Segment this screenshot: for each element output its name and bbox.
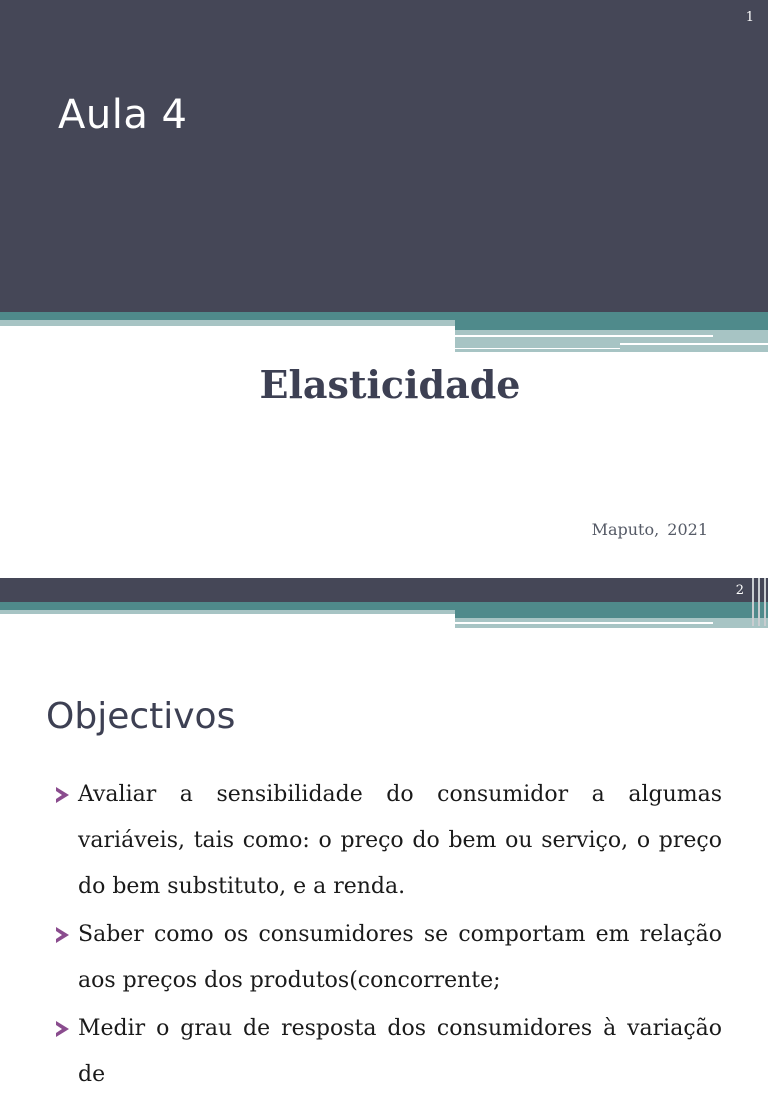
white-line-1 <box>455 622 713 624</box>
vertical-line-1 <box>752 578 754 626</box>
arrow-bullet-icon <box>56 927 69 943</box>
list-item-text: Medir o grau de resposta dos consumidores à variação de <box>78 1016 722 1087</box>
white-line-1 <box>455 335 713 337</box>
light-stripe-left <box>0 610 455 614</box>
arrow-bullet-icon <box>56 787 69 803</box>
list-item <box>52 1006 722 1098</box>
objectives-list <box>52 772 722 1100</box>
slide-title: Aula 4 <box>58 92 188 138</box>
vertical-line-3 <box>764 578 766 626</box>
light-stripe-left <box>0 320 455 326</box>
teal-stripe <box>0 602 768 610</box>
slide-number: 1 <box>745 10 754 25</box>
slide-date: Maputo, 2021 <box>591 520 708 539</box>
vertical-line-2 <box>758 578 760 626</box>
white-line-3 <box>455 348 620 349</box>
header-band <box>0 578 768 602</box>
slide-subtitle: Elasticidade <box>259 362 521 407</box>
title-band <box>0 0 768 312</box>
list-item-text: Saber como os consumidores se comportam em relação aos preços dos produtos(concorrente; <box>78 922 722 993</box>
objectives-heading: Objectivos <box>46 696 236 737</box>
teal-stripe-right <box>455 320 768 330</box>
teal-stripe <box>0 312 768 320</box>
teal-stripe-right <box>455 610 768 618</box>
slide-number: 2 <box>735 583 744 598</box>
list-item-text: Avaliar a sensibilidade do consumidor a algumas variáveis, tais como: o preço do bem ou serviço, o preço do bem substituto, e a renda. <box>78 782 722 899</box>
arrow-bullet-icon <box>56 1021 69 1037</box>
list-item <box>52 912 722 1004</box>
white-line-2 <box>620 343 768 345</box>
list-item <box>52 772 722 910</box>
